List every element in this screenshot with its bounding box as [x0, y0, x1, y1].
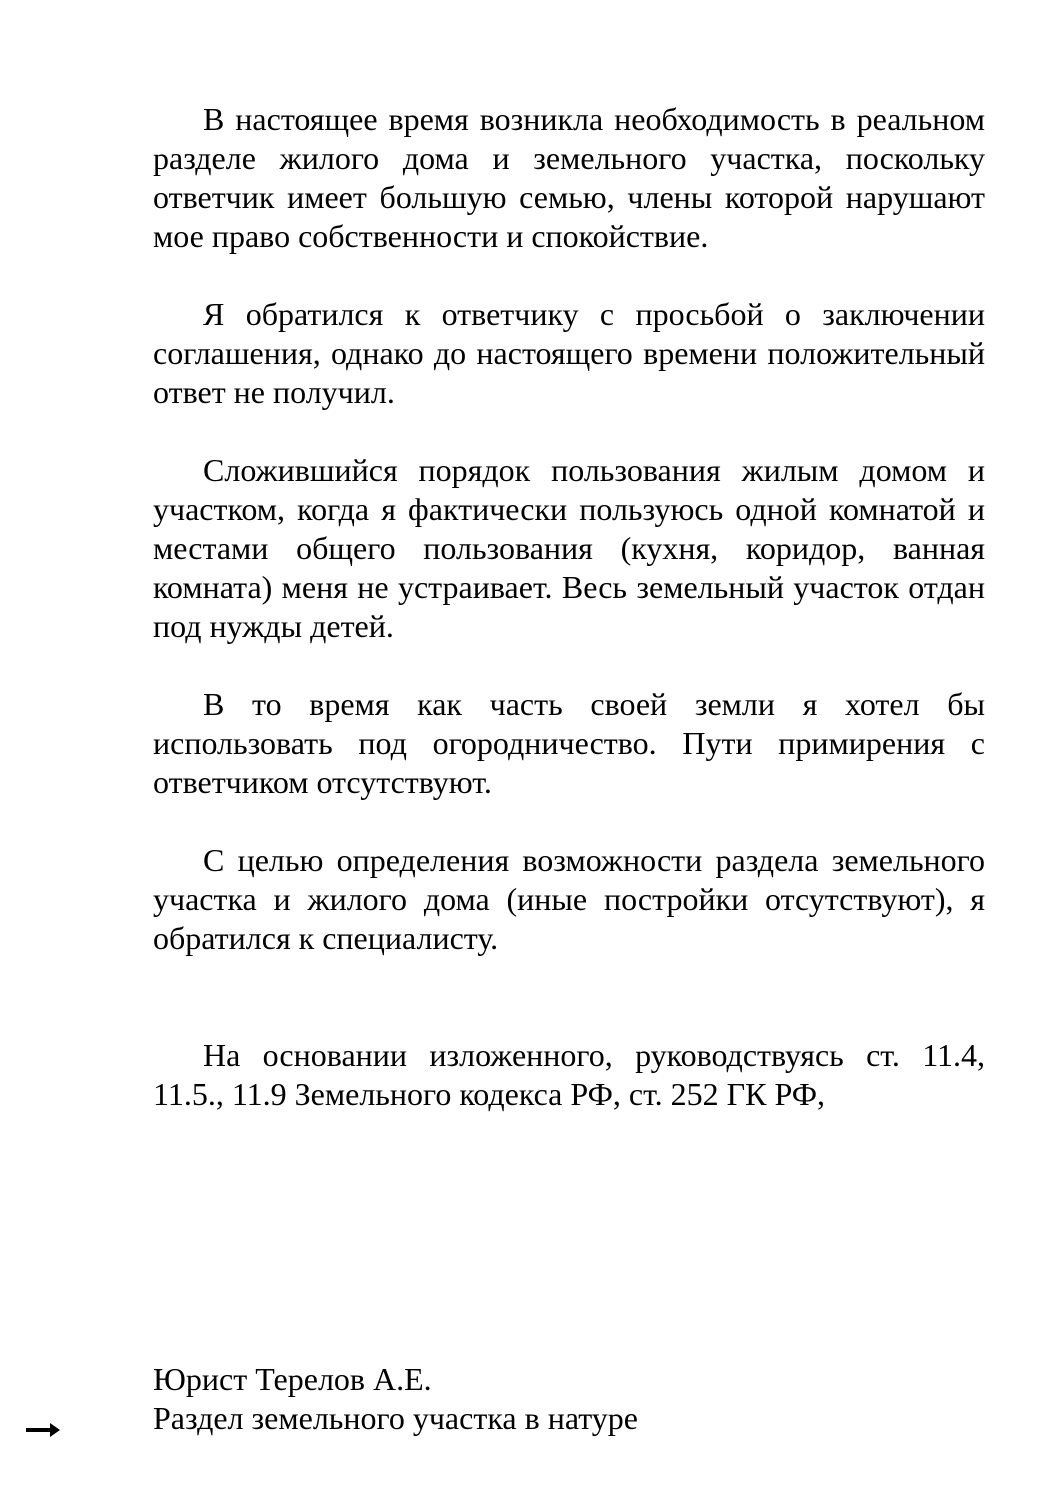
paragraph-6: На основании изложенного, руководствуясь ст. 11.4, 11.5., 11.9 Земельного кодекса РФ, ст. 252 ГК РФ,: [153, 1037, 985, 1112]
paragraph-4: В то время как часть своей земли я хотел бы использовать под огородничество. Пути примирения с ответчиком отсутствуют.: [153, 686, 985, 800]
paragraph-1: В настоящее время возникла необходимость в реальном разделе жилого дома и земельного участка, поскольку ответчик имеет большую семью, члены которой нарушают мое право собственности и спокойствие.: [153, 101, 985, 254]
paragraph-2: Я обратился к ответчику с просьбой о заключении соглашения, однако до настоящего времени положительный ответ не получил.: [153, 296, 985, 410]
signature-author: Юрист Терелов А.Е.: [153, 1361, 432, 1397]
document-body: [153, 100, 985, 1153]
right-arrow-icon: [26, 1420, 60, 1440]
signature-block: [153, 1360, 985, 1438]
paragraph-5: С целью определения возможности раздела земельного участка и жилого дома (иные постройки отсутствуют), я обратился к специалисту.: [153, 842, 985, 956]
paragraph-3: Сложившийся порядок пользования жилым домом и участком, когда я фактически пользуюсь одной комнатой и местами общего пользования (кухня, коридор, ванная комната) меня не устраивает. Весь земельный участок отдан под нужды детей.: [153, 452, 985, 644]
signature-subject: Раздел земельного участка в натуре: [153, 1400, 638, 1436]
